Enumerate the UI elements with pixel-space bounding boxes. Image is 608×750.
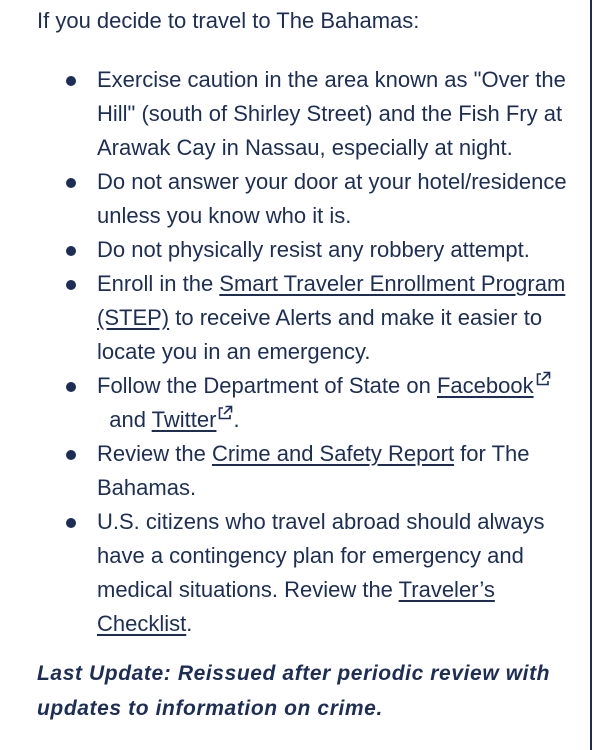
bullet-icon <box>66 76 76 86</box>
bullet-icon <box>66 178 76 188</box>
travelers-checklist-link[interactable]: Traveler’s Checklist <box>97 577 495 636</box>
bullet-icon <box>66 518 76 528</box>
item-text: Exercise caution in the area known as "Over the Hill" (south of Shirley Street) and the Fish Fry at Arawak Cay in Nassau, especially at night. <box>97 67 566 160</box>
list-item <box>0 233 567 267</box>
advice-list <box>0 63 567 641</box>
list-item <box>0 165 567 233</box>
item-text-post: for The Bahamas. <box>97 441 530 500</box>
bullet-icon <box>66 280 76 290</box>
item-text-pre: Review the <box>97 441 212 466</box>
step-link[interactable]: Smart Traveler Enrollment Program (STEP) <box>97 271 566 330</box>
item-text-pre: U.S. citizens who travel abroad should always have a contingency plan for emergency and medical situations. Review the <box>97 509 545 602</box>
item-text-post: . <box>233 407 240 432</box>
item-text-post: to receive Alerts and make it easier to locate you in an emergency. <box>97 305 543 364</box>
crime-safety-report-link[interactable]: Crime and Safety Report <box>211 441 455 466</box>
twitter-link[interactable]: Twitter <box>151 407 217 432</box>
bullet-icon <box>66 382 76 392</box>
bullet-icon <box>66 450 76 460</box>
last-update-note: Last Update: Reissued after periodic review with updates to information on crime. <box>37 662 551 720</box>
bullet-icon <box>66 246 76 256</box>
list-item <box>0 505 567 641</box>
intro-text: If you decide to travel to The Bahamas: <box>37 8 420 33</box>
item-text: Do not physically resist any robbery attempt. <box>97 237 530 262</box>
list-item <box>0 369 567 437</box>
item-text-pre: Follow the Department of State on <box>97 373 437 398</box>
item-text: Do not answer your door at your hotel/residence unless you know who it is. <box>97 169 567 228</box>
list-item <box>0 267 567 369</box>
external-link-icon[interactable] <box>535 371 551 387</box>
item-text-post: . <box>186 611 193 636</box>
external-link-icon[interactable] <box>217 405 233 421</box>
item-text-pre: Enroll in the <box>97 271 220 296</box>
item-text-mid: and <box>103 407 152 432</box>
facebook-link[interactable]: Facebook <box>436 373 534 398</box>
list-item <box>0 63 567 165</box>
list-item <box>0 437 567 505</box>
